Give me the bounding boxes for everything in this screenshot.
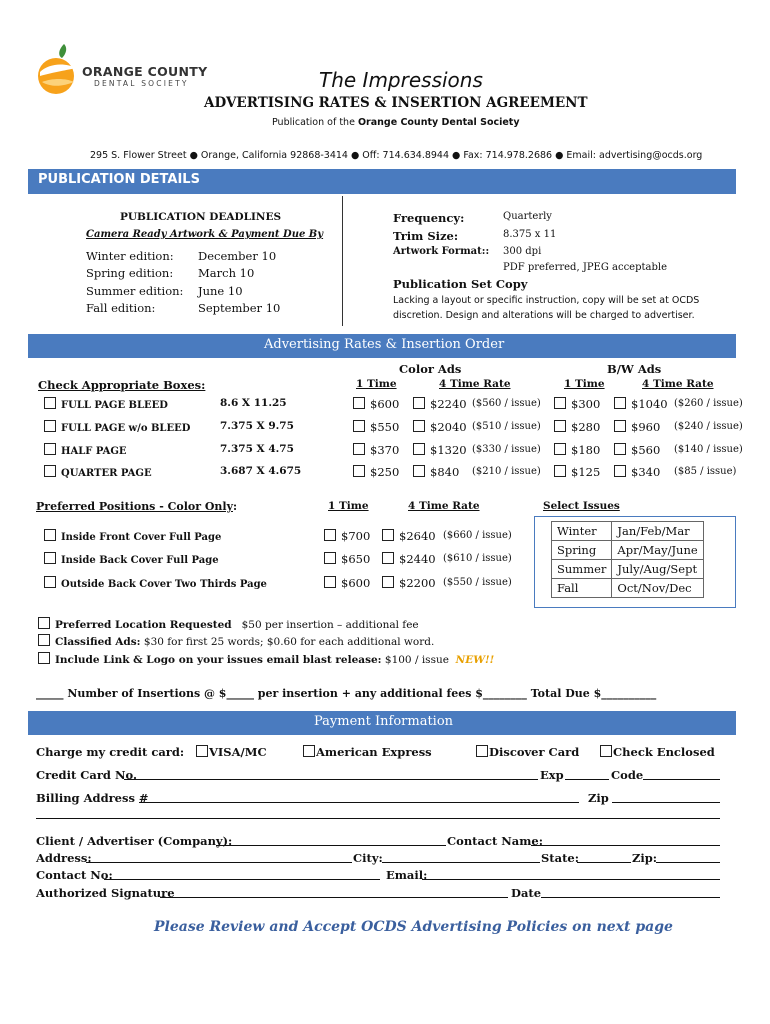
section-divider xyxy=(342,196,343,326)
select-issues-heading: Select Issues xyxy=(543,500,620,512)
checkbox[interactable] xyxy=(476,745,488,757)
checkbox[interactable] xyxy=(413,420,425,432)
footer-text: Please Review and Accept OCDS Advertising Policies xyxy=(154,919,573,935)
frequency-value: Quarterly xyxy=(503,211,552,222)
positions-title xyxy=(36,500,237,513)
per-issue: ($610 / issue) xyxy=(443,553,512,564)
position-label: Inside Front Cover Full Page xyxy=(61,532,222,543)
price: $340 xyxy=(631,465,661,479)
color-four-time-option[interactable] xyxy=(413,443,467,457)
rate-row-quarter-page xyxy=(0,465,770,483)
signature-label: Authorized Signature xyxy=(36,886,175,900)
issues-table xyxy=(551,521,704,598)
position-option[interactable] xyxy=(44,552,219,566)
color-one-time-heading: 1 Time xyxy=(356,378,397,390)
classified-ads-text: $30 for first 25 words; $0.60 for each additional word. xyxy=(143,636,435,648)
client-zip-field[interactable] xyxy=(656,862,720,863)
deadline-label: Winter edition: xyxy=(86,249,174,263)
checkbox[interactable] xyxy=(324,529,336,541)
date-label: Date xyxy=(511,886,542,900)
link-logo-option[interactable] xyxy=(38,652,494,666)
classified-ads-option[interactable] xyxy=(38,634,434,648)
deadline-label: Spring edition: xyxy=(86,266,174,280)
checkbox[interactable] xyxy=(44,443,56,455)
price: $370 xyxy=(370,443,400,457)
classified-ads-label: Classified Ads: xyxy=(55,636,141,648)
ad-option-label: FULL PAGE BLEED xyxy=(61,400,168,411)
preferred-location-label: Preferred Location Requested xyxy=(55,619,232,631)
logo-name-line1: ORANGE COUNTY xyxy=(82,64,208,79)
bw-four-time-option[interactable] xyxy=(614,443,660,457)
city-label: City: xyxy=(353,851,383,865)
issue-season[interactable]: Fall xyxy=(552,579,612,598)
artwork-label: Artwork Format:: xyxy=(393,246,490,257)
new-badge: NEW!! xyxy=(455,654,495,666)
color-one-time-option[interactable] xyxy=(353,420,399,434)
ad-option[interactable] xyxy=(44,420,190,434)
deadline-row xyxy=(86,266,173,280)
code-label: Code xyxy=(611,768,644,782)
bw-four-time-option[interactable] xyxy=(614,397,668,411)
check-label: Check Enclosed xyxy=(613,745,715,759)
positions-title-suffix: : xyxy=(233,500,238,513)
client-zip-label: Zip: xyxy=(632,851,658,865)
checkbox[interactable] xyxy=(382,552,394,564)
bw-one-time-heading: 1 Time xyxy=(564,378,605,390)
price: $2040 xyxy=(430,420,467,434)
checkbox[interactable] xyxy=(614,465,626,477)
link-logo-text: $100 / issue xyxy=(384,654,449,666)
price: $180 xyxy=(571,443,601,457)
checkbox[interactable] xyxy=(44,552,56,564)
issue-season[interactable]: Summer xyxy=(552,560,612,579)
checkbox[interactable] xyxy=(353,465,365,477)
position-option[interactable] xyxy=(44,576,267,590)
publication-line xyxy=(272,117,520,128)
zip-label: Zip xyxy=(588,791,609,805)
checkbox[interactable] xyxy=(382,529,394,541)
ad-size: 3.687 X 4.675 xyxy=(220,465,302,477)
checkbox[interactable] xyxy=(382,576,394,588)
checkbox[interactable] xyxy=(554,420,566,432)
rate-row-full-page-no-bleed xyxy=(0,420,770,438)
ad-size: 8.6 X 11.25 xyxy=(220,397,287,409)
cc-label: Credit Card No. xyxy=(36,768,137,782)
position-one-time-option[interactable] xyxy=(324,576,370,590)
checkbox[interactable] xyxy=(353,397,365,409)
price: $2640 xyxy=(399,529,436,543)
amex-option[interactable] xyxy=(303,745,432,759)
email-label: Email: xyxy=(386,868,428,882)
address-field[interactable] xyxy=(86,862,352,863)
frequency-label: Frequency: xyxy=(393,211,465,225)
publication-details-bar xyxy=(28,169,736,194)
per-issue: ($140 / issue) xyxy=(674,444,743,455)
bw-ads-heading: B/W Ads xyxy=(607,362,662,376)
date-field[interactable] xyxy=(541,897,720,898)
link-logo-label: Include Link & Logo on your issues email blast release: xyxy=(55,654,382,666)
ad-option[interactable] xyxy=(44,397,168,411)
issue-season[interactable]: Spring xyxy=(552,541,612,560)
address-label: Address: xyxy=(36,851,92,865)
email-field[interactable] xyxy=(422,879,720,880)
billing-label: Billing Address # xyxy=(36,791,149,805)
artwork-value-2: PDF preferred, JPEG acceptable xyxy=(503,262,668,273)
deadline-row xyxy=(86,249,174,263)
charge-label: Charge my credit card: xyxy=(36,745,185,759)
deadline-date: March 10 xyxy=(198,266,255,280)
page-subtitle: ADVERTISING RATES & INSERTION AGREEMENT xyxy=(204,95,588,111)
checkbox[interactable] xyxy=(614,443,626,455)
color-one-time-option[interactable] xyxy=(353,465,399,479)
checkbox[interactable] xyxy=(353,443,365,455)
code-field[interactable] xyxy=(643,779,720,780)
logo-name-line2: DENTAL SOCIETY xyxy=(94,79,189,88)
checkbox[interactable] xyxy=(600,745,612,757)
position-one-time-option[interactable] xyxy=(324,552,370,566)
issue-row[interactable] xyxy=(552,541,704,560)
issue-row[interactable] xyxy=(552,579,704,598)
advertising-rates-bar xyxy=(28,334,736,358)
payment-title: Payment Information xyxy=(314,714,454,729)
state-field[interactable] xyxy=(577,862,631,863)
positions-four-time-heading: 4 Time Rate xyxy=(408,500,480,512)
checkbox[interactable] xyxy=(38,652,50,664)
checkbox[interactable] xyxy=(44,465,56,477)
checkbox[interactable] xyxy=(554,443,566,455)
publication-org: Orange County Dental Society xyxy=(357,117,520,128)
price: $600 xyxy=(370,397,400,411)
payment-bar xyxy=(28,711,736,735)
price: $600 xyxy=(341,576,371,590)
issue-months: Oct/Nov/Dec xyxy=(612,579,703,598)
contact-no-field[interactable] xyxy=(104,879,380,880)
per-issue: ($330 / issue) xyxy=(472,444,541,455)
discover-label: Discover Card xyxy=(489,745,580,759)
deadline-row xyxy=(86,284,183,298)
color-one-time-option[interactable] xyxy=(353,443,399,457)
ad-option[interactable] xyxy=(44,465,152,479)
price: $300 xyxy=(571,397,601,411)
trim-label: Trim Size: xyxy=(393,229,459,243)
checkbox[interactable] xyxy=(44,576,56,588)
ad-option[interactable] xyxy=(44,443,127,457)
color-four-time-option[interactable] xyxy=(413,420,467,434)
price: $650 xyxy=(341,552,371,566)
issue-months: July/Aug/Sept xyxy=(612,560,703,579)
exp-label: Exp xyxy=(540,768,564,782)
bw-one-time-option[interactable] xyxy=(554,443,600,457)
city-field[interactable] xyxy=(382,862,540,863)
contact-no-label: Contact No: xyxy=(36,868,113,882)
deadline-label: Fall edition: xyxy=(86,301,156,315)
price: $125 xyxy=(571,465,601,479)
trim-value: 8.375 x 11 xyxy=(503,229,557,240)
checkbox[interactable] xyxy=(413,443,425,455)
advertising-rates-title: Advertising Rates & Insertion Order xyxy=(264,337,505,352)
exp-field[interactable] xyxy=(565,779,609,780)
bw-four-time-option[interactable] xyxy=(614,465,660,479)
ad-option-label: FULL PAGE w/o BLEED xyxy=(61,423,191,434)
position-row xyxy=(0,552,520,570)
per-issue: ($240 / issue) xyxy=(674,421,743,432)
visa-label: VISA/MC xyxy=(209,745,267,759)
checkbox[interactable] xyxy=(324,576,336,588)
company-field[interactable] xyxy=(216,845,446,846)
price: $1320 xyxy=(430,443,467,457)
color-ads-heading: Color Ads xyxy=(399,362,462,376)
checkbox[interactable] xyxy=(554,465,566,477)
issue-row[interactable] xyxy=(552,522,704,541)
contact-name-label: Contact Name: xyxy=(447,834,543,848)
price: $2240 xyxy=(430,397,467,411)
checkbox[interactable] xyxy=(44,529,56,541)
checkbox[interactable] xyxy=(554,397,566,409)
per-issue: ($550 / issue) xyxy=(443,577,512,588)
page-title: The Impressions xyxy=(319,68,483,92)
set-copy-title: Publication Set Copy xyxy=(393,277,528,291)
set-copy-line2: discretion. Design and alterations will be charged to advertiser. xyxy=(393,310,695,321)
discover-option[interactable] xyxy=(476,745,579,759)
color-one-time-option[interactable] xyxy=(353,397,399,411)
checkbox[interactable] xyxy=(614,397,626,409)
checkbox[interactable] xyxy=(44,420,56,432)
position-four-time-option[interactable] xyxy=(382,576,436,590)
artwork-value: 300 dpi xyxy=(503,246,542,257)
billing-field[interactable] xyxy=(139,802,579,803)
preferred-location-option[interactable] xyxy=(38,617,419,631)
deadlines-subtitle: Camera Ready Artwork & Payment Due By xyxy=(86,229,324,240)
color-four-time-option[interactable] xyxy=(413,465,459,479)
state-label: State: xyxy=(541,851,579,865)
footer-next-page-link[interactable]: on next page xyxy=(572,919,673,935)
color-four-time-option[interactable] xyxy=(413,397,467,411)
check-option[interactable] xyxy=(600,745,715,759)
logo xyxy=(34,42,214,100)
select-issues-box xyxy=(534,516,736,608)
check-boxes-heading: Check Appropriate Boxes: xyxy=(38,378,206,392)
price: $700 xyxy=(341,529,371,543)
per-issue: ($560 / issue) xyxy=(472,398,541,409)
position-four-time-option[interactable] xyxy=(382,552,436,566)
contact-name-field[interactable] xyxy=(531,845,720,846)
bw-four-time-option[interactable] xyxy=(614,420,660,434)
per-issue: ($510 / issue) xyxy=(472,421,541,432)
deadline-row xyxy=(86,301,155,315)
position-row xyxy=(0,576,520,594)
price: $960 xyxy=(631,420,661,434)
section-rule xyxy=(36,818,720,819)
rate-row-half-page xyxy=(0,443,770,461)
checkbox[interactable] xyxy=(413,397,425,409)
preferred-location-text: $50 per insertion – additional fee xyxy=(241,619,419,631)
ad-size: 7.375 X 4.75 xyxy=(220,443,294,455)
position-one-time-option[interactable] xyxy=(324,529,370,543)
price: $1040 xyxy=(631,397,668,411)
checkbox[interactable] xyxy=(196,745,208,757)
bw-one-time-option[interactable] xyxy=(554,397,600,411)
contact-line: 295 S. Flower Street ● Orange, California 92868-3414 ● Off: 714.634.8944 ● Fax: 714.978.2686 ● Email: advertising@ocds.org xyxy=(90,150,703,161)
price: $2440 xyxy=(399,552,436,566)
per-issue: ($210 / issue) xyxy=(472,466,541,477)
deadline-label: Summer edition: xyxy=(86,284,184,298)
issue-months: Apr/May/June xyxy=(612,541,703,560)
issue-row[interactable] xyxy=(552,560,704,579)
issue-months: Jan/Feb/Mar xyxy=(612,522,703,541)
deadline-date: September 10 xyxy=(198,301,281,315)
per-issue: ($660 / issue) xyxy=(443,530,512,541)
footer-notice xyxy=(154,919,673,935)
price: $550 xyxy=(370,420,400,434)
per-issue: ($85 / issue) xyxy=(674,466,737,477)
signature-field[interactable] xyxy=(160,897,508,898)
position-four-time-option[interactable] xyxy=(382,529,436,543)
ad-option-label: QUARTER PAGE xyxy=(61,468,152,479)
totals-line[interactable]: _____ Number of Insertions @ $_____ per insertion + any additional fees $________ Total Due $__________ xyxy=(36,687,657,700)
deadlines-title: PUBLICATION DEADLINES xyxy=(120,211,282,223)
checkbox[interactable] xyxy=(303,745,315,757)
positions-one-time-heading: 1 Time xyxy=(328,500,369,512)
checkbox[interactable] xyxy=(614,420,626,432)
deadline-date: June 10 xyxy=(198,284,243,298)
logo-mark xyxy=(34,42,84,98)
price: $840 xyxy=(430,465,460,479)
price: $250 xyxy=(370,465,400,479)
checkbox[interactable] xyxy=(324,552,336,564)
price: $2200 xyxy=(399,576,436,590)
checkbox[interactable] xyxy=(38,617,50,629)
checkbox[interactable] xyxy=(38,634,50,646)
color-four-time-heading: 4 Time Rate xyxy=(439,378,511,390)
ad-size: 7.375 X 9.75 xyxy=(220,420,294,432)
bw-one-time-option[interactable] xyxy=(554,420,600,434)
publication-prefix: Publication of the xyxy=(272,117,358,128)
position-row xyxy=(0,529,520,547)
set-copy-line1: Lacking a layout or specific instruction, copy will be set at OCDS xyxy=(393,295,700,306)
bw-four-time-heading: 4 Time Rate xyxy=(642,378,714,390)
price: $280 xyxy=(571,420,601,434)
amex-label: American Express xyxy=(316,745,432,759)
checkbox[interactable] xyxy=(413,465,425,477)
positions-title-text: Preferred Positions - Color Only xyxy=(36,500,233,513)
rate-row-full-page-bleed xyxy=(0,397,770,415)
position-label: Inside Back Cover Full Page xyxy=(61,555,219,566)
position-option[interactable] xyxy=(44,529,221,543)
zip-field[interactable] xyxy=(612,802,720,803)
position-label: Outside Back Cover Two Thirds Page xyxy=(61,579,267,590)
per-issue: ($260 / issue) xyxy=(674,398,743,409)
bw-one-time-option[interactable] xyxy=(554,465,600,479)
company-label: Client / Advertiser (Company): xyxy=(36,834,233,848)
checkbox[interactable] xyxy=(44,397,56,409)
ad-option-label: HALF PAGE xyxy=(61,446,127,457)
issue-season[interactable]: Winter xyxy=(552,522,612,541)
visa-option[interactable] xyxy=(196,745,267,759)
publication-details-title: PUBLICATION DETAILS xyxy=(38,172,200,187)
cc-field[interactable] xyxy=(124,779,538,780)
price: $560 xyxy=(631,443,661,457)
checkbox[interactable] xyxy=(353,420,365,432)
deadline-date: December 10 xyxy=(198,249,277,263)
